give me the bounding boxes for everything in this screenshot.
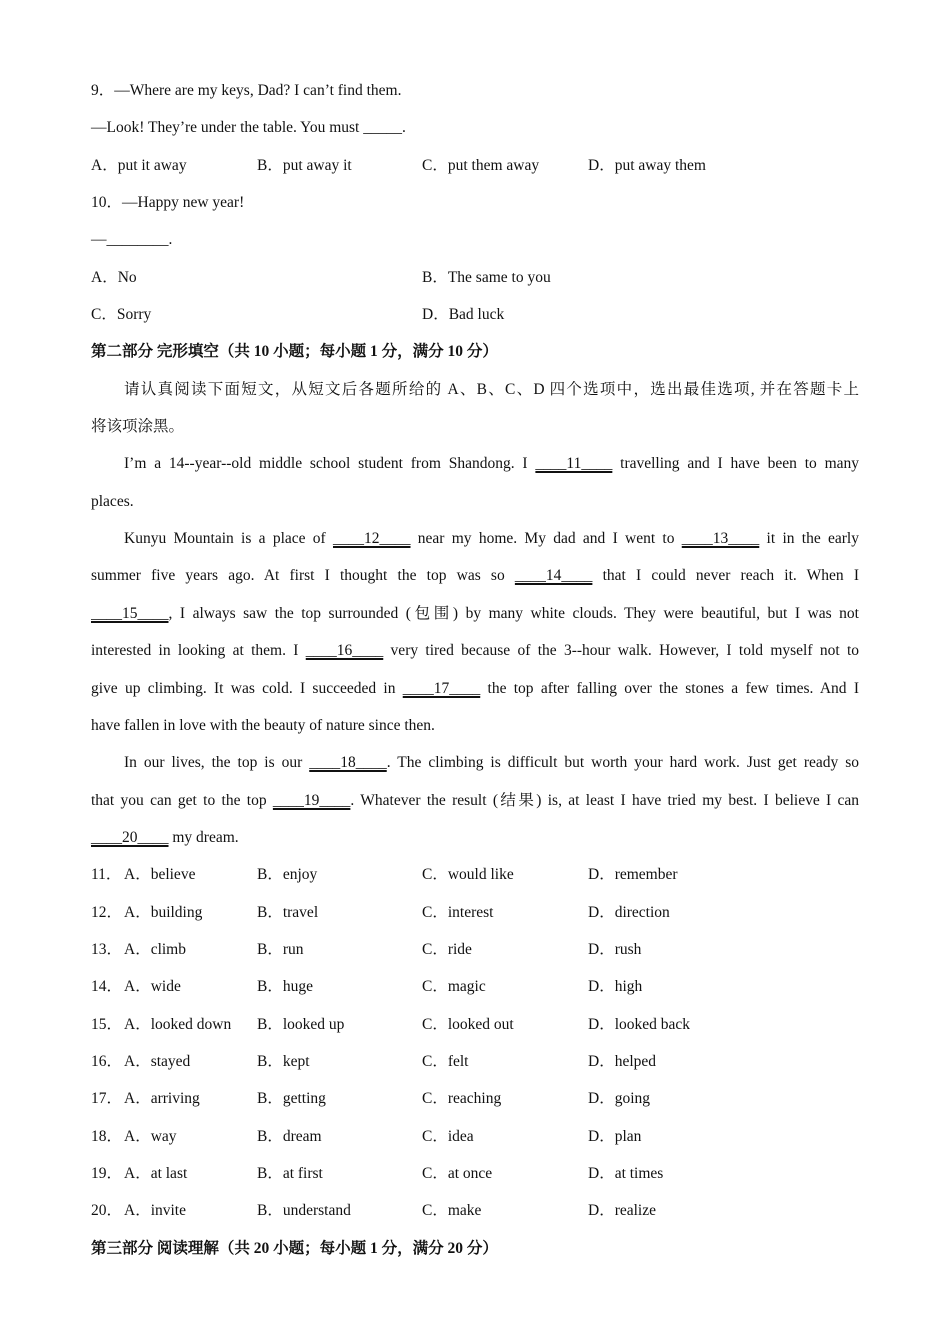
q10-stem: 10．—Happy new year! [91, 194, 245, 212]
q9-option-b[interactable]: B．put away it [257, 156, 352, 174]
option-d[interactable]: D．rush [588, 940, 642, 958]
option-c[interactable]: C．at once [422, 1164, 493, 1182]
question-number: 17． [91, 1090, 123, 1108]
question-number: 16． [91, 1052, 123, 1070]
q10-options-row2 [91, 296, 859, 333]
q10-option-b[interactable]: B．The same to you [422, 268, 551, 286]
blank-17: ____17____ [402, 679, 481, 697]
option-a[interactable]: A．at last [124, 1164, 188, 1182]
q10-option-c[interactable]: C．Sorry [91, 306, 152, 324]
option-b[interactable]: B．getting [257, 1090, 326, 1108]
question-number: 15． [91, 1015, 123, 1033]
passage-p3-line1: In our lives, the top is our ____18____. The climbing is difficult but worth your hard work. Just get ready so [124, 754, 859, 772]
question-number: 13． [91, 940, 123, 958]
cloze-question-row [91, 968, 859, 1005]
passage-p2-line6: have fallen in love with the beauty of nature since then. [91, 716, 435, 734]
q10-option-d[interactable]: D．Bad luck [422, 306, 505, 324]
blank-18: ____18____ [309, 754, 387, 772]
q9-stem: 9．—Where are my keys, Dad? I can’t find them. [91, 82, 402, 99]
q9-reply: —Look! They’re under the table. You must _____. [91, 119, 406, 137]
passage-p2-line4: interested in looking at them. I ____16____ very tired because of the 3--hour walk. However, I told myself not to [91, 642, 859, 660]
passage-p1-line2: places. [91, 492, 134, 510]
option-a[interactable]: A．stayed [124, 1052, 191, 1070]
option-b[interactable]: B．kept [257, 1052, 310, 1070]
passage-p3-line2: that you can get to the top ____19____. Whatever the result (结果) is, at least I have tried my best. I believe I can [91, 791, 859, 809]
option-b[interactable]: B．huge [257, 978, 313, 996]
cloze-question-row [91, 1043, 859, 1080]
option-b[interactable]: B．at first [257, 1164, 323, 1182]
option-c[interactable]: C．reaching [422, 1090, 502, 1108]
cloze-question-row [91, 1118, 859, 1155]
option-a[interactable]: A．wide [124, 978, 181, 996]
option-b[interactable]: B．dream [257, 1127, 322, 1145]
option-d[interactable]: D．realize [588, 1202, 656, 1220]
option-d[interactable]: D．helped [588, 1052, 657, 1070]
q9-option-a[interactable]: A．put it away [91, 156, 187, 174]
option-d[interactable]: D．direction [588, 903, 670, 921]
option-d[interactable]: D．at times [588, 1164, 664, 1182]
option-d[interactable]: D．looked back [588, 1015, 691, 1033]
part2-instruction-line2: 将该项涂黑。 [91, 418, 185, 436]
q10-reply: —________. [91, 231, 173, 249]
option-c[interactable]: C．ride [422, 940, 472, 958]
passage-p2-line1: Kunyu Mountain is a place of ____12____ near my home. My dad and I went to ____13____ it in the early [124, 530, 859, 548]
option-c[interactable]: C．felt [422, 1052, 469, 1070]
option-c[interactable]: C．make [422, 1202, 482, 1220]
question-number: 12． [91, 903, 123, 921]
option-b[interactable]: B．looked up [257, 1015, 345, 1033]
q9-option-d[interactable]: D．put away them [588, 156, 706, 174]
option-a[interactable]: A．believe [124, 866, 196, 884]
cloze-question-row [91, 856, 859, 893]
question-number: 19． [91, 1164, 123, 1182]
option-b[interactable]: B．run [257, 940, 304, 958]
part2-instruction-line1: 请认真阅读下面短文，从短文后各题所给的 A、B、C、D 四个选项中，选出最佳选项, 并在答题卡上 [124, 380, 859, 398]
q9-options [91, 147, 859, 184]
cloze-question-row [91, 1080, 859, 1117]
option-a[interactable]: A．looked down [124, 1015, 232, 1033]
blank-15: ____15____ [91, 604, 169, 622]
passage-p3-line3: ____20____ my dream. [91, 828, 239, 846]
option-c[interactable]: C．magic [422, 978, 486, 996]
part3-heading: 第三部分 阅读理解（共 20 小题；每小题 1 分，满分 20 分） [91, 1239, 498, 1257]
option-d[interactable]: D．going [588, 1090, 651, 1108]
blank-11: ____11____ [535, 455, 613, 473]
blank-19: ____19____ [272, 791, 351, 809]
option-d[interactable]: D．remember [588, 866, 678, 884]
blank-16: ____16____ [305, 642, 384, 660]
cloze-question-list [91, 856, 859, 1229]
option-a[interactable]: A．arriving [124, 1090, 200, 1108]
part2-heading: 第二部分 完形填空（共 10 小题；每小题 1 分，满分 10 分） [91, 343, 498, 361]
question-number: 11． [91, 866, 122, 884]
blank-13: ____13____ [681, 530, 760, 548]
blank-20: ____20____ [91, 828, 169, 846]
option-d[interactable]: D．high [588, 978, 643, 996]
option-d[interactable]: D．plan [588, 1127, 642, 1145]
q10-option-a[interactable]: A．No [91, 268, 137, 286]
passage-p1-line1: I’m a 14--year--old middle school student from Shandong. I ____11____ travelling and I have been to many [124, 455, 859, 473]
q9-option-c[interactable]: C．put them away [422, 156, 540, 174]
option-a[interactable]: A．climb [124, 940, 186, 958]
cloze-question-row [91, 931, 859, 968]
cloze-question-row [91, 894, 859, 931]
q9-blank: _____ [363, 119, 402, 137]
exam-page [91, 72, 859, 1267]
question-number: 14． [91, 978, 123, 996]
cloze-question-row [91, 1192, 859, 1229]
passage-p2-line3: ____15____, I always saw the top surrounded (包围) by many white clouds. They were beautiful, but I was not [91, 604, 859, 622]
option-a[interactable]: A．invite [124, 1202, 186, 1220]
option-c[interactable]: C．would like [422, 866, 514, 884]
blank-14: ____14____ [514, 567, 593, 585]
question-number: 18． [91, 1127, 123, 1145]
option-a[interactable]: A．building [124, 903, 203, 921]
option-b[interactable]: B．understand [257, 1202, 351, 1220]
blank-12: ____12____ [333, 530, 411, 548]
cloze-question-row [91, 1006, 859, 1043]
option-c[interactable]: C．idea [422, 1127, 474, 1145]
question-number: 20． [91, 1202, 123, 1220]
passage-p2-line2: summer five years ago. At first I thought the top was so ____14____ that I could never reach it. When I [91, 567, 859, 585]
option-c[interactable]: C．interest [422, 903, 494, 921]
option-c[interactable]: C．looked out [422, 1015, 514, 1033]
cloze-question-row [91, 1155, 859, 1192]
option-b[interactable]: B．enjoy [257, 866, 318, 884]
q10-options-row1 [91, 259, 859, 296]
option-a[interactable]: A．way [124, 1127, 177, 1145]
passage-p2-line5: give up climbing. It was cold. I succeeded in ____17____ the top after falling over the stones a few times. And I [91, 679, 859, 697]
option-b[interactable]: B．travel [257, 903, 319, 921]
